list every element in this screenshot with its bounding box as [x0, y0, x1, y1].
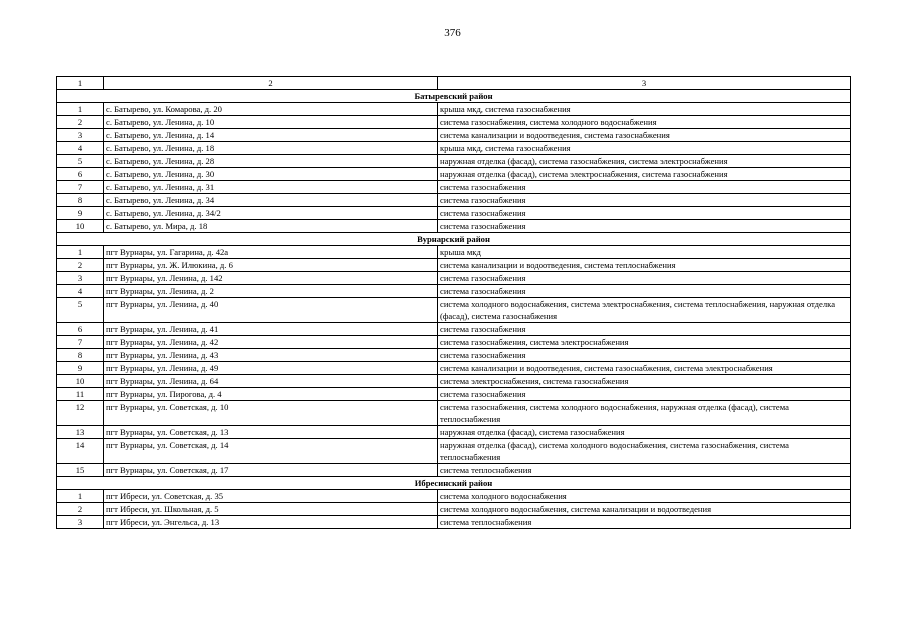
- header-col-2: 2: [104, 77, 438, 90]
- row-systems: система газоснабжения, система холодного водоснабжения: [438, 116, 851, 129]
- table-row: [57, 349, 851, 362]
- row-number: 3: [57, 129, 104, 142]
- row-systems: наружная отделка (фасад), система электроснабжения, система газоснабжения: [438, 168, 851, 181]
- table-row: [57, 388, 851, 401]
- row-address: пгт Ибреси, ул. Школьная, д. 5: [104, 503, 438, 516]
- row-systems: система канализации и водоотведения, система газоснабжения: [438, 129, 851, 142]
- row-systems: система холодного водоснабжения: [438, 490, 851, 503]
- row-number: 2: [57, 116, 104, 129]
- table-row: [57, 246, 851, 259]
- row-number: 2: [57, 503, 104, 516]
- table-row: [57, 503, 851, 516]
- row-address: пгт Вурнары, ул. Ленина, д. 142: [104, 272, 438, 285]
- row-number: 7: [57, 181, 104, 194]
- table-row: [57, 464, 851, 477]
- register-table: [56, 76, 851, 529]
- section-title: Ибресинский район: [57, 477, 851, 490]
- row-address: с. Батырево, ул. Ленина, д. 10: [104, 116, 438, 129]
- section-title: Вурнарский район: [57, 233, 851, 246]
- section-row: [57, 90, 851, 103]
- row-systems: система газоснабжения: [438, 388, 851, 401]
- row-number: 5: [57, 155, 104, 168]
- row-address: пгт Вурнары, ул. Ленина, д. 2: [104, 285, 438, 298]
- row-address: с. Батырево, ул. Комарова, д. 20: [104, 103, 438, 116]
- row-systems: система газоснабжения: [438, 220, 851, 233]
- table-row: [57, 362, 851, 375]
- table-row: [57, 336, 851, 349]
- header-col-3: 3: [438, 77, 851, 90]
- row-number: 6: [57, 168, 104, 181]
- row-number: 5: [57, 298, 104, 323]
- row-number: 4: [57, 285, 104, 298]
- row-address: с. Батырево, ул. Ленина, д. 28: [104, 155, 438, 168]
- table-row: [57, 272, 851, 285]
- row-systems: система газоснабжения: [438, 181, 851, 194]
- table-row: [57, 142, 851, 155]
- row-address: с. Батырево, ул. Ленина, д. 31: [104, 181, 438, 194]
- row-number: 8: [57, 194, 104, 207]
- row-address: пгт Вурнары, ул. Пирогова, д. 4: [104, 388, 438, 401]
- row-address: с. Батырево, ул. Ленина, д. 34: [104, 194, 438, 207]
- header-col-1: 1: [57, 77, 104, 90]
- row-number: 10: [57, 375, 104, 388]
- row-address: пгт Вурнары, ул. Советская, д. 10: [104, 401, 438, 426]
- row-address: с. Батырево, ул. Мира, д. 18: [104, 220, 438, 233]
- row-address: с. Батырево, ул. Ленина, д. 30: [104, 168, 438, 181]
- row-address: пгт Вурнары, ул. Советская, д. 13: [104, 426, 438, 439]
- row-number: 10: [57, 220, 104, 233]
- table-header-row: [57, 77, 851, 90]
- row-number: 1: [57, 246, 104, 259]
- table-row: [57, 181, 851, 194]
- table-row: [57, 103, 851, 116]
- table-row: [57, 439, 851, 464]
- row-number: 11: [57, 388, 104, 401]
- table-row: [57, 298, 851, 323]
- row-number: 14: [57, 439, 104, 464]
- row-address: пгт Вурнары, ул. Советская, д. 14: [104, 439, 438, 464]
- row-number: 1: [57, 103, 104, 116]
- row-address: пгт Вурнары, ул. Ленина, д. 43: [104, 349, 438, 362]
- row-address: пгт Вурнары, ул. Советская, д. 17: [104, 464, 438, 477]
- row-systems: система канализации и водоотведения, система теплоснабжения: [438, 259, 851, 272]
- row-number: 4: [57, 142, 104, 155]
- row-systems: система электроснабжения, система газоснабжения: [438, 375, 851, 388]
- table-row: [57, 194, 851, 207]
- table-row: [57, 490, 851, 503]
- row-number: 12: [57, 401, 104, 426]
- table-row: [57, 129, 851, 142]
- table-row: [57, 323, 851, 336]
- row-address: пгт Вурнары, ул. Ленина, д. 42: [104, 336, 438, 349]
- table-row: [57, 116, 851, 129]
- row-number: 13: [57, 426, 104, 439]
- row-address: пгт Вурнары, ул. Ленина, д. 49: [104, 362, 438, 375]
- row-systems: крыша мкд, система газоснабжения: [438, 103, 851, 116]
- table-row: [57, 220, 851, 233]
- row-number: 6: [57, 323, 104, 336]
- table-row: [57, 401, 851, 426]
- section-row: [57, 233, 851, 246]
- row-systems: система газоснабжения, система холодного водоснабжения, наружная отделка (фасад), система теплоснабжения: [438, 401, 851, 426]
- row-systems: система теплоснабжения: [438, 464, 851, 477]
- row-address: пгт Вурнары, ул. Ленина, д. 40: [104, 298, 438, 323]
- row-number: 3: [57, 516, 104, 529]
- row-address: с. Батырево, ул. Ленина, д. 34/2: [104, 207, 438, 220]
- row-systems: система газоснабжения: [438, 194, 851, 207]
- row-address: пгт Ибреси, ул. Советская, д. 35: [104, 490, 438, 503]
- section-row: [57, 477, 851, 490]
- row-systems: система газоснабжения: [438, 349, 851, 362]
- row-address: пгт Вурнары, ул. Ж. Илюкина, д. 6: [104, 259, 438, 272]
- row-number: 9: [57, 362, 104, 375]
- table-row: [57, 155, 851, 168]
- table-row: [57, 375, 851, 388]
- table-row: [57, 259, 851, 272]
- row-systems: крыша мкд: [438, 246, 851, 259]
- row-systems: система холодного водоснабжения, система канализации и водоотведения: [438, 503, 851, 516]
- row-address: пгт Вурнары, ул. Гагарина, д. 42а: [104, 246, 438, 259]
- row-systems: система газоснабжения, система электроснабжения: [438, 336, 851, 349]
- row-systems: наружная отделка (фасад), система газоснабжения: [438, 426, 851, 439]
- row-number: 1: [57, 490, 104, 503]
- table-row: [57, 207, 851, 220]
- row-address: пгт Ибреси, ул. Энгельса, д. 13: [104, 516, 438, 529]
- row-systems: система газоснабжения: [438, 272, 851, 285]
- table-row: [57, 516, 851, 529]
- row-systems: система холодного водоснабжения, система электроснабжения, система теплоснабжения, наружная отделка (фасад), система газоснабжения: [438, 298, 851, 323]
- row-systems: система теплоснабжения: [438, 516, 851, 529]
- row-address: с. Батырево, ул. Ленина, д. 18: [104, 142, 438, 155]
- row-number: 2: [57, 259, 104, 272]
- page-number: 376: [444, 27, 461, 39]
- row-number: 7: [57, 336, 104, 349]
- row-address: пгт Вурнары, ул. Ленина, д. 64: [104, 375, 438, 388]
- row-number: 9: [57, 207, 104, 220]
- row-address: с. Батырево, ул. Ленина, д. 14: [104, 129, 438, 142]
- row-number: 15: [57, 464, 104, 477]
- row-systems: система газоснабжения: [438, 285, 851, 298]
- row-number: 3: [57, 272, 104, 285]
- row-systems: система канализации и водоотведения, система газоснабжения, система электроснабжения: [438, 362, 851, 375]
- table-row: [57, 285, 851, 298]
- section-title: Батыревский район: [57, 90, 851, 103]
- table-row: [57, 426, 851, 439]
- row-systems: крыша мкд, система газоснабжения: [438, 142, 851, 155]
- row-systems: система газоснабжения: [438, 323, 851, 336]
- table-row: [57, 168, 851, 181]
- row-number: 8: [57, 349, 104, 362]
- row-systems: система газоснабжения: [438, 207, 851, 220]
- row-systems: наружная отделка (фасад), система газоснабжения, система электроснабжения: [438, 155, 851, 168]
- row-systems: наружная отделка (фасад), система холодного водоснабжения, система газоснабжения, система теплоснабжения: [438, 439, 851, 464]
- row-address: пгт Вурнары, ул. Ленина, д. 41: [104, 323, 438, 336]
